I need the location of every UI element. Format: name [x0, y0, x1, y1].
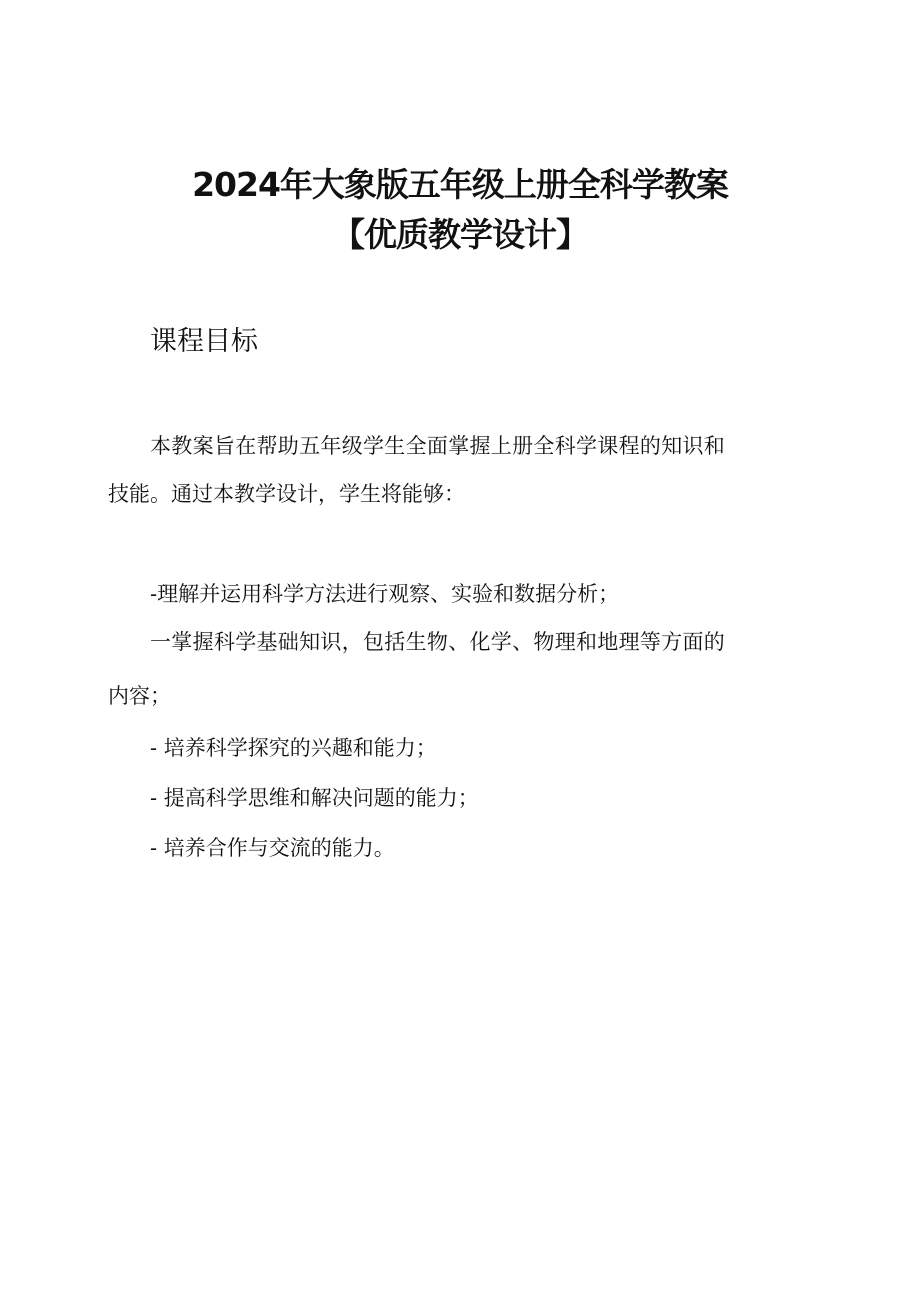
goal-item-2-continuation: 内容；: [108, 684, 171, 708]
goal-item-1: -理解并运用科学方法进行观察、实验和数据分析；: [150, 582, 620, 606]
goal-item-4: - 提高科学思维和解决问题的能力；: [150, 786, 479, 810]
intro-paragraph-line-2: 技能。通过本教学设计，学生将能够：: [108, 482, 465, 506]
title-line-2: 【优质教学设计】: [332, 215, 588, 254]
document-title: [0, 160, 920, 260]
goal-item-2: 一掌握科学基础知识，包括生物、化学、物理和地理等方面的: [150, 630, 726, 654]
section-heading: 课程目标: [150, 326, 258, 357]
goal-item-5: - 培养合作与交流的能力。: [150, 836, 395, 860]
intro-paragraph-line-1: 本教案旨在帮助五年级学生全面掌握上册全科学课程的知识和: [150, 434, 726, 458]
goal-item-3: - 培养科学探究的兴趣和能力；: [150, 736, 437, 760]
title-line-1: 2024年大象版五年级上册全科学教案: [192, 165, 728, 204]
